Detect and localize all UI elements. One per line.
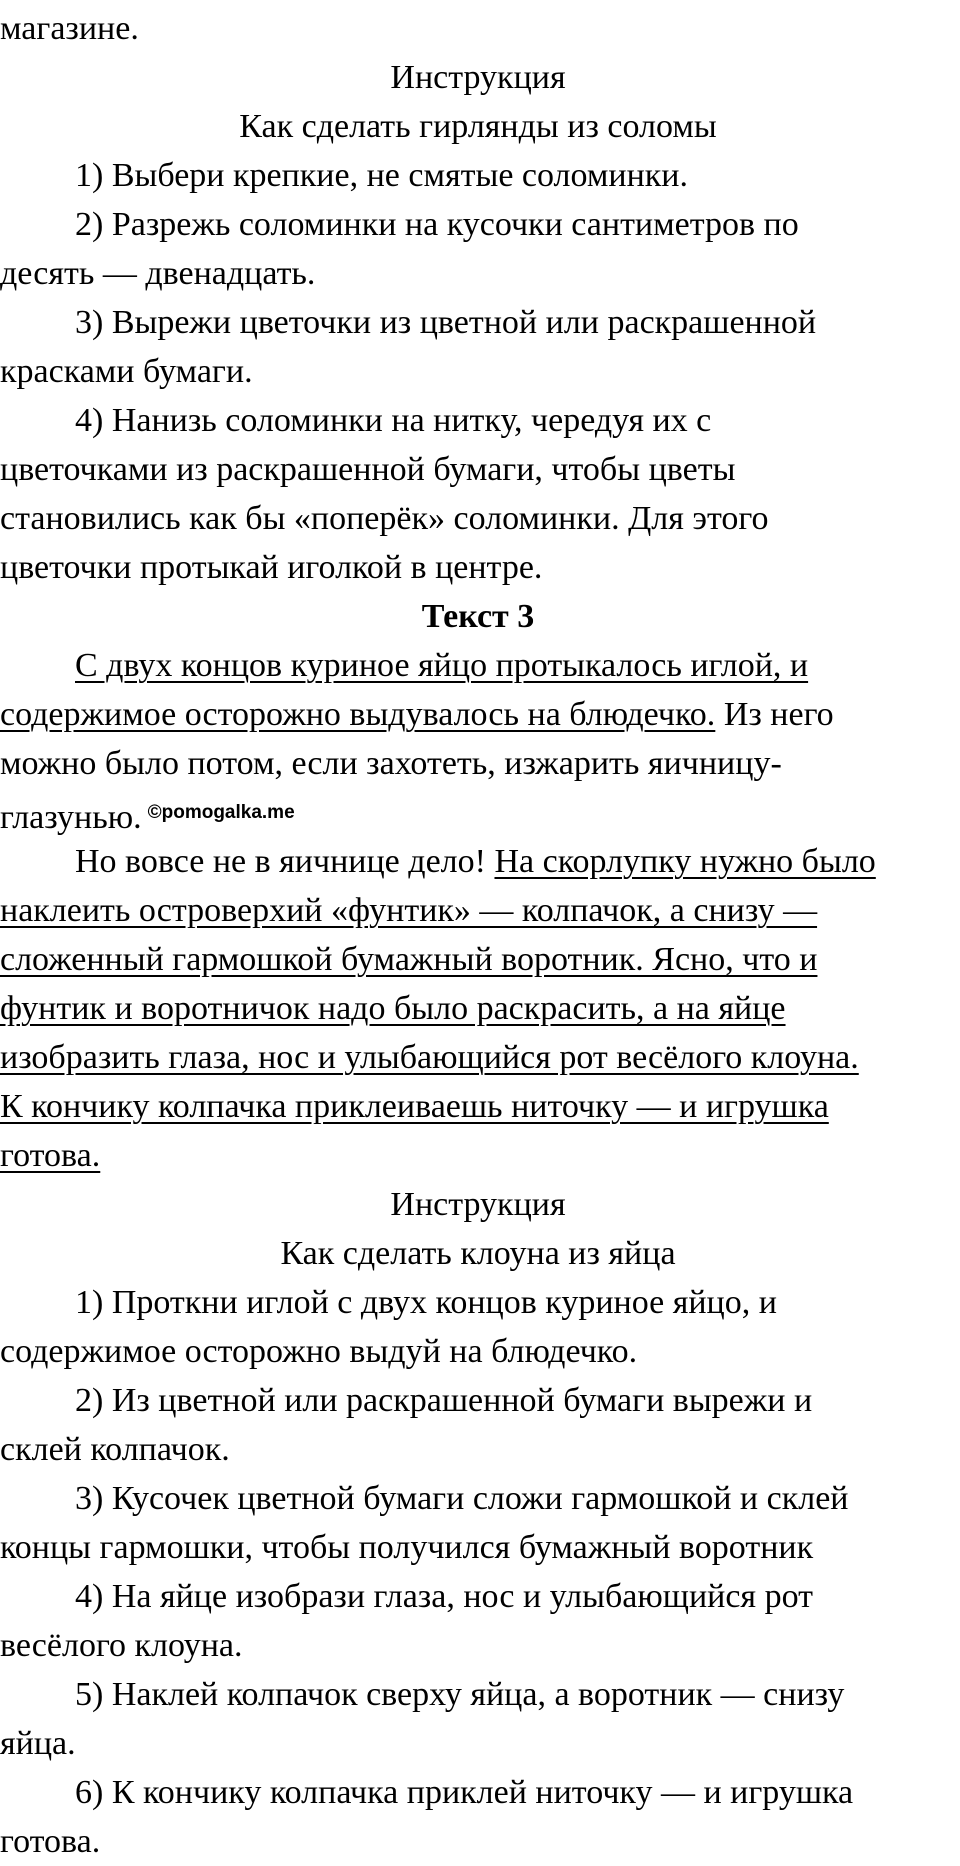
underlined-text: изобразить глаза, нос и улыбающийся рот весёлого клоуна.: [0, 1039, 859, 1076]
underlined-text: К кончику колпачка приклеиваешь ниточку — и игрушка: [0, 1088, 829, 1125]
instruction-step: 1) Выбери крепкие, не смятые соломинки.: [75, 157, 688, 194]
underlined-text: С двух концов куриное яйцо протыкалось иглой, и: [75, 647, 809, 684]
plain-text: Но вовсе не в яичнице дело!: [75, 843, 495, 880]
instruction-heading: Инструкция: [390, 1186, 566, 1223]
instruction-step: 5) Наклей колпачок сверху яйца, а воротник — снизу: [75, 1676, 845, 1713]
instruction-step: 3) Вырежи цветочки из цветной или раскрашенной: [75, 304, 817, 341]
instruction-step-continuation: цветочки протыкай иголкой в центре.: [0, 549, 543, 586]
instruction-title: Как сделать клоуна из яйца: [280, 1235, 676, 1272]
paragraph-line: [0, 935, 960, 984]
instruction-step-continuation: готова.: [0, 1823, 101, 1860]
plain-text: Из него: [715, 696, 834, 733]
instruction-step: 2) Разрежь соломинки на кусочки сантиметров по: [75, 206, 799, 243]
underlined-text: сложенный гармошкой бумажный воротник. Ясно, что и: [0, 941, 818, 978]
paragraph-line: [0, 984, 960, 1033]
instruction-step-continuation: концы гармошки, чтобы получился бумажный воротник: [0, 1529, 814, 1566]
paragraph-line: [0, 1033, 960, 1082]
instruction-step: 1) Проткни иглой с двух концов куриное яйцо, и: [75, 1284, 777, 1321]
instruction-step: 2) Из цветной или раскрашенной бумаги вырежи и: [75, 1382, 813, 1419]
underlined-text: готова.: [0, 1137, 101, 1174]
underlined-text: фунтик и воротничок надо было раскрасить, а на яйце: [0, 990, 786, 1027]
instruction-step-continuation: цветочками из раскрашенной бумаги, чтобы цветы: [0, 451, 736, 488]
watermark: ©pomogalka.me: [147, 802, 295, 823]
instruction-step-continuation: весёлого клоуна.: [0, 1627, 243, 1664]
paragraph-line: [75, 837, 960, 886]
instruction-step: 4) На яйце изобрази глаза, нос и улыбающийся рот: [75, 1578, 813, 1615]
paragraph-line: [0, 1082, 960, 1131]
instruction-step-continuation: становились как бы «поперёк» соломинки. Для этого: [0, 500, 769, 537]
plain-text: глазунью.: [0, 799, 142, 836]
paragraph-line: [75, 641, 960, 690]
paragraph-line: [0, 690, 960, 739]
instruction-step: 3) Кусочек цветной бумаги сложи гармошкой и склей: [75, 1480, 849, 1517]
instruction-heading: Инструкция: [390, 59, 566, 96]
instruction-step-continuation: красками бумаги.: [0, 353, 253, 390]
instruction-step-continuation: десять — двенадцать.: [0, 255, 316, 292]
paragraph-line: [0, 886, 960, 935]
paragraph-line: [0, 788, 960, 842]
instruction-step: 6) К кончику колпачка приклей ниточку — и игрушка: [75, 1774, 854, 1811]
instruction-step-continuation: содержимое осторожно выдуй на блюдечко.: [0, 1333, 638, 1370]
instruction-step-continuation: склей колпачок.: [0, 1431, 230, 1468]
instruction-step-continuation: яйца.: [0, 1725, 76, 1762]
text-line: магазине.: [0, 10, 139, 47]
paragraph-line: [0, 1131, 960, 1180]
underlined-text: содержимое осторожно выдувалось на блюдечко.: [0, 696, 716, 733]
underlined-text: наклеить островерхий «фунтик» — колпачок, а снизу —: [0, 892, 818, 929]
instruction-title: Как сделать гирлянды из соломы: [239, 108, 717, 145]
instruction-step: 4) Нанизь соломинки на нитку, чередуя их с: [75, 402, 712, 439]
underlined-text: На скорлупку нужно было: [494, 843, 876, 880]
paragraph-line: можно было потом, если захотеть, изжарить яичницу-: [0, 745, 782, 782]
text-heading: Текст 3: [421, 598, 535, 635]
